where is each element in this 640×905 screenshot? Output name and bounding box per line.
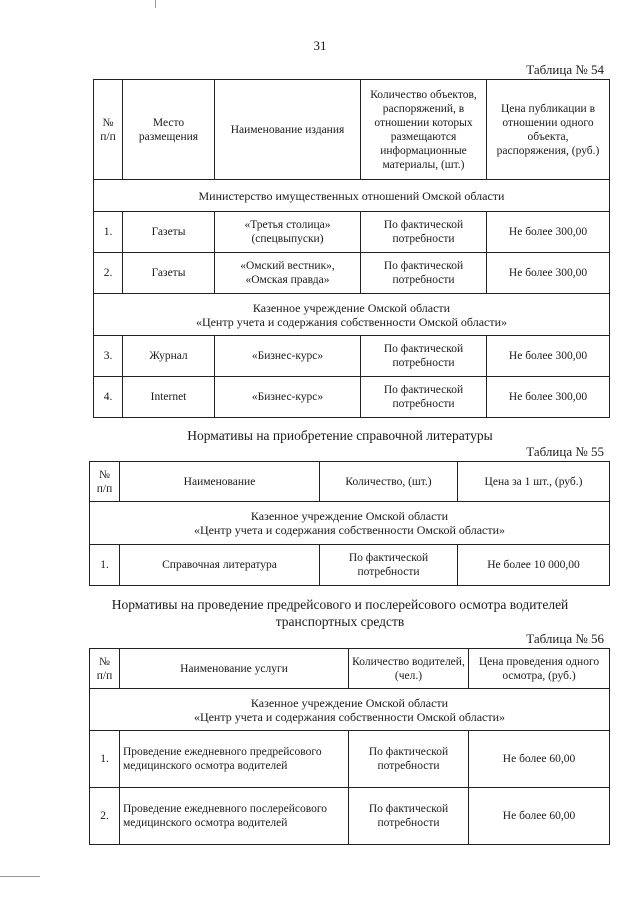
price-cell: Не более 300,00 xyxy=(487,212,610,253)
header-cell: Цена публикации в отношении одного объекта, распоряжения, (руб.) xyxy=(487,80,610,180)
table-56 xyxy=(89,648,610,845)
table-row xyxy=(94,253,610,294)
section-heading: Нормативы на приобретение справочной литературы xyxy=(187,428,493,443)
price-cell: Не более 60,00 xyxy=(469,731,610,788)
table-55-caption: Таблица № 55 xyxy=(526,444,604,459)
placement-cell: Internet xyxy=(123,377,215,418)
header-cell: № п/п xyxy=(90,462,120,502)
group-title xyxy=(90,502,610,545)
table-56-caption: Таблица № 56 xyxy=(526,631,604,646)
publication-cell: «Бизнес-курс» xyxy=(215,336,361,377)
table-header-row xyxy=(94,80,610,180)
group-title: Министерство имущественных отношений Омской области xyxy=(94,180,610,212)
quantity-cell: По фактической потребности xyxy=(361,377,487,418)
table-row xyxy=(94,212,610,253)
section-heading-line: транспортных средств xyxy=(275,614,405,629)
publication-cell: «Третья столица» (спецвыпуски) xyxy=(215,212,361,253)
placement-cell: Газеты xyxy=(123,212,215,253)
header-cell: Количество водителей, (чел.) xyxy=(349,649,469,689)
group-row xyxy=(94,180,610,212)
name-cell: Справочная литература xyxy=(120,545,320,586)
section-heading-line: Нормативы на проведение предрейсового и послерейсового осмотра водителей xyxy=(111,597,569,612)
page-number: 31 xyxy=(313,38,327,53)
service-cell: Проведение ежедневного предрейсового медицинского осмотра водителей xyxy=(120,731,349,788)
group-title xyxy=(94,294,610,336)
header-cell: Наименование xyxy=(120,462,320,502)
quantity-cell: По фактической потребности xyxy=(349,731,469,788)
group-title-line: Казенное учреждение Омской области xyxy=(250,509,449,523)
table-row xyxy=(94,336,610,377)
quantity-cell: По фактической потребности xyxy=(361,212,487,253)
price-cell: Не более 300,00 xyxy=(487,336,610,377)
quantity-cell: По фактической потребности xyxy=(361,336,487,377)
row-number: 2. xyxy=(90,788,120,845)
group-row xyxy=(94,294,610,336)
group-title-line: Казенное учреждение Омской области xyxy=(252,300,451,315)
quantity-cell: По фактической потребности xyxy=(320,545,458,586)
group-title xyxy=(90,689,610,731)
header-cell: Место размещения xyxy=(123,80,215,180)
service-cell: Проведение ежедневного послерейсового медицинского осмотра водителей xyxy=(120,788,349,845)
header-cell: Цена за 1 шт., (руб.) xyxy=(458,462,610,502)
row-number: 1. xyxy=(90,545,120,586)
table-row xyxy=(90,731,610,788)
table-55 xyxy=(89,461,610,586)
placement-cell: Журнал xyxy=(123,336,215,377)
header-cell: Количество объектов, распоряжений, в отношении которых размещаются информационные материалы, (шт.) xyxy=(361,80,487,180)
publication-cell: «Бизнес-курс» xyxy=(215,377,361,418)
publication-cell: «Омский вестник», «Омская правда» xyxy=(215,253,361,294)
table-row xyxy=(90,788,610,845)
price-cell: Не более 10 000,00 xyxy=(458,545,610,586)
section-heading xyxy=(60,596,620,630)
table-54 xyxy=(93,79,610,418)
group-row xyxy=(90,689,610,731)
row-number: 3. xyxy=(94,336,123,377)
group-title-line: «Центр учета и содержания собственности Омской области» xyxy=(193,523,506,537)
price-cell: Не более 300,00 xyxy=(487,377,610,418)
row-number: 4. xyxy=(94,377,123,418)
header-cell: Наименование услуги xyxy=(120,649,349,689)
group-row xyxy=(90,502,610,545)
group-title-line: «Центр учета и содержания собственности Омской области» xyxy=(195,314,508,329)
row-number: 1. xyxy=(90,731,120,788)
group-title-line: «Центр учета и содержания собственности Омской области» xyxy=(193,709,506,724)
header-cell: Цена проведения одного осмотра, (руб.) xyxy=(469,649,610,689)
table-row xyxy=(94,377,610,418)
scan-mark xyxy=(155,0,156,8)
price-cell: Не более 300,00 xyxy=(487,253,610,294)
header-cell: Количество, (шт.) xyxy=(320,462,458,502)
header-cell: № п/п xyxy=(90,649,120,689)
scan-mark xyxy=(0,876,40,877)
quantity-cell: По фактической потребности xyxy=(361,253,487,294)
row-number: 1. xyxy=(94,212,123,253)
group-title-line: Казенное учреждение Омской области xyxy=(250,695,449,710)
table-row xyxy=(90,545,610,586)
price-cell: Не более 60,00 xyxy=(469,788,610,845)
placement-cell: Газеты xyxy=(123,253,215,294)
table-54-caption: Таблица № 54 xyxy=(526,62,604,77)
header-cell: Наименование издания xyxy=(215,80,361,180)
row-number: 2. xyxy=(94,253,123,294)
header-cell: № п/п xyxy=(94,80,123,180)
table-header-row xyxy=(90,649,610,689)
quantity-cell: По фактической потребности xyxy=(349,788,469,845)
table-header-row xyxy=(90,462,610,502)
